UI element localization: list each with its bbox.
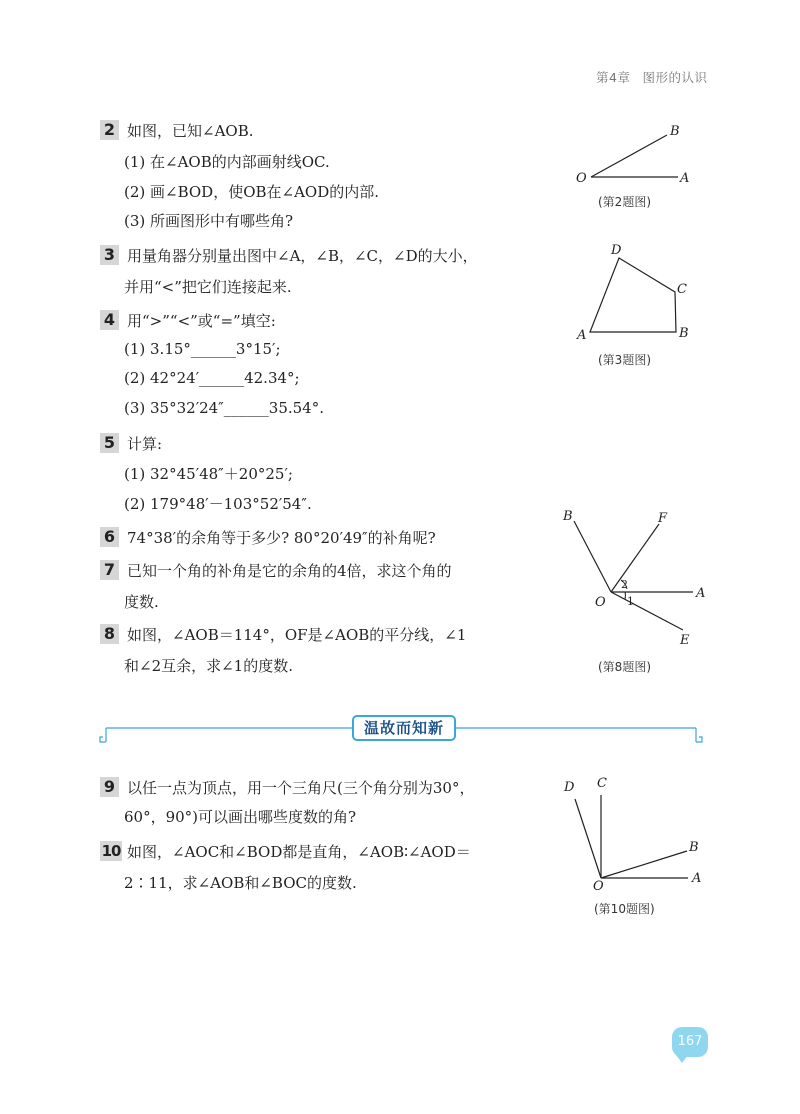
figure-8-diagram bbox=[555, 505, 715, 655]
figure-2-caption: (第2题图) bbox=[598, 195, 651, 209]
question-text: 以任一点为顶点，用一个三角尺(三个角分别为30°， bbox=[127, 779, 475, 797]
section-title: 温故而知新 bbox=[352, 715, 456, 741]
q2-sub-2: (2) 画∠BOD，使OB在∠AOD的内部. bbox=[124, 183, 380, 201]
label-o: O bbox=[595, 595, 606, 610]
figure-10-diagram bbox=[560, 772, 710, 892]
q3-line-2: 并用“<”把它们连接起来. bbox=[124, 278, 292, 296]
question-number: 6 bbox=[100, 527, 119, 547]
ray-od bbox=[575, 799, 601, 878]
chapter-title: 图形的认识 bbox=[642, 70, 708, 85]
ray-ob bbox=[601, 851, 687, 878]
label-o: O bbox=[576, 171, 587, 186]
chapter-header bbox=[596, 68, 707, 86]
question-text: 用量角器分别量出图中∠A，∠B，∠C，∠D的大小， bbox=[127, 247, 478, 265]
label-f: F bbox=[658, 511, 668, 526]
question-text: 74°38′的余角等于多少? 80°20′49″的补角呢? bbox=[127, 529, 436, 547]
q4-sub-2: (2) 42°24′______42.34°; bbox=[124, 369, 300, 387]
question-number: 4 bbox=[100, 310, 119, 330]
label-a: A bbox=[692, 871, 702, 886]
question-number: 3 bbox=[100, 245, 119, 265]
label-b: B bbox=[563, 509, 573, 524]
q8-line-2: 和∠2互余，求∠1的度数. bbox=[124, 657, 293, 675]
q7-line-2: 度数. bbox=[124, 593, 159, 611]
page-number: 167 bbox=[672, 1027, 708, 1057]
question-number: 2 bbox=[100, 120, 119, 140]
label-c: C bbox=[597, 776, 607, 791]
figure-8-caption: (第8题图) bbox=[598, 660, 651, 674]
label-b: B bbox=[670, 124, 680, 139]
label-angle-1: 1 bbox=[627, 595, 634, 608]
label-a: A bbox=[577, 328, 587, 343]
quadrilateral-abcd bbox=[590, 258, 676, 332]
chapter-label: 第4章 bbox=[596, 70, 631, 85]
q4-sub-3: (3) 35°32′24″______35.54°. bbox=[124, 399, 324, 417]
label-d: D bbox=[564, 780, 575, 795]
q10-line-2: 2∶11，求∠AOB和∠BOC的度数. bbox=[124, 874, 357, 892]
question-number: 5 bbox=[100, 433, 119, 453]
question-number: 9 bbox=[100, 777, 119, 797]
question-text: 用“>”“<”或“=”填空: bbox=[127, 312, 276, 330]
label-o: O bbox=[593, 879, 604, 892]
q2-sub-3: (3) 所画图形中有哪些角? bbox=[124, 212, 294, 230]
ray-ob bbox=[591, 135, 667, 177]
q5-sub-2: (2) 179°48′－103°52′54″. bbox=[124, 495, 312, 513]
label-c: C bbox=[677, 282, 687, 297]
label-a: A bbox=[680, 171, 690, 186]
figure-10-caption: (第10题图) bbox=[594, 902, 655, 916]
ray-of bbox=[611, 524, 659, 592]
question-text: 如图，已知∠AOB. bbox=[127, 122, 254, 140]
label-b: B bbox=[689, 840, 699, 855]
question-number: 10 bbox=[101, 842, 121, 860]
ray-oe bbox=[611, 592, 683, 630]
label-a: A bbox=[696, 586, 706, 601]
question-text: 已知一个角的补角是它的余角的4倍，求这个角的 bbox=[127, 562, 452, 580]
figure-3-diagram bbox=[570, 240, 700, 345]
ray-ob bbox=[574, 521, 611, 592]
label-d: D bbox=[611, 243, 622, 258]
label-b: B bbox=[679, 326, 689, 341]
label-e: E bbox=[680, 633, 690, 648]
question-number: 7 bbox=[100, 560, 119, 580]
question-text: 如图，∠AOC和∠BOD都是直角，∠AOB∶∠AOD＝ bbox=[127, 843, 471, 861]
q9-line-2: 60°，90°)可以画出哪些度数的角? bbox=[124, 808, 357, 826]
q2-sub-1: (1) 在∠AOB的内部画射线OC. bbox=[124, 153, 330, 171]
label-angle-2: 2 bbox=[621, 578, 628, 591]
question-number: 8 bbox=[100, 624, 119, 644]
figure-3-caption: (第3题图) bbox=[598, 353, 651, 367]
question-text: 计算: bbox=[127, 435, 163, 453]
q4-sub-1: (1) 3.15°______3°15′; bbox=[124, 340, 281, 358]
question-text: 如图，∠AOB＝114°，OF是∠AOB的平分线，∠1 bbox=[127, 626, 467, 644]
figure-2-diagram bbox=[570, 122, 700, 190]
q5-sub-1: (1) 32°45′48″＋20°25′; bbox=[124, 465, 293, 483]
